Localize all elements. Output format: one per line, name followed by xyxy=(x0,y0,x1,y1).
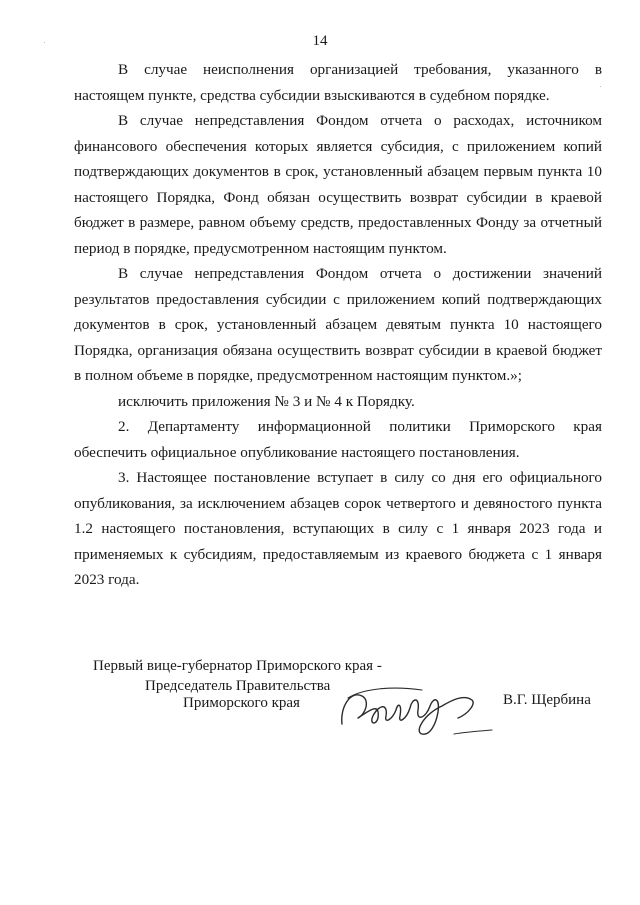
signer-title-line-3: Приморского края xyxy=(183,695,300,711)
scan-speck xyxy=(600,86,601,87)
paragraph-non-compliance: В случае неисполнения организацией требования, указанного в настоящем пункте, средства субсидии взыскиваются в судебном порядке. xyxy=(74,61,602,104)
page-number: 14 xyxy=(312,33,328,49)
paragraph-item-2: 2. Департаменту информационной политики Приморского края обеспечить официальное опубликование настоящего постановления. xyxy=(74,418,602,461)
document-body xyxy=(74,57,602,593)
signature-block xyxy=(0,658,640,748)
signer-name: В.Г. Щербина xyxy=(503,692,591,708)
paragraph-results-report: В случае непредставления Фондом отчета о достижении значений результатов предоставления субсидии с приложением копий подтверждающих документов в срок, установленный абзацем девятым пункта 10 настоящего Порядка, организация обязана осуществить возврат субсидии в краевой бюджет в полном объеме в порядке, предусмотренном настоящим пунктом.»; xyxy=(74,265,602,384)
paragraph-item-3: 3. Настоящее постановление вступает в силу со дня его официального опубликования, за исключением абзацев сорок четвертого и девяностого пункта 1.2 настоящего постановления, вступающих в силу с 1 января 2023 года и применяемых к субсидиям, предоставляемым из краевого бюджета с 1 января 2023 года. xyxy=(74,469,602,588)
signer-title-line-1: Первый вице-губернатор Приморского края - xyxy=(93,658,382,674)
paragraph-expense-report: В случае непредставления Фондом отчета о расходах, источником финансового обеспечения которых является субсидия, с приложением копий подтверждающих документов в срок, установленный абзацем первым пункта 10 настоящего Порядка, Фонд обязан осуществить возврат субсидии в краевой бюджет в размере, равном объему средств, предоставленных Фонду за отчетный период в порядке, предусмотренном настоящим пунктом. xyxy=(74,112,602,257)
scan-speck xyxy=(44,42,45,43)
handwritten-signature xyxy=(334,674,494,746)
signer-title-line-2: Председатель Правительства xyxy=(145,678,331,694)
paragraph-exclude-appendices: исключить приложения № 3 и № 4 к Порядку. xyxy=(118,392,415,410)
